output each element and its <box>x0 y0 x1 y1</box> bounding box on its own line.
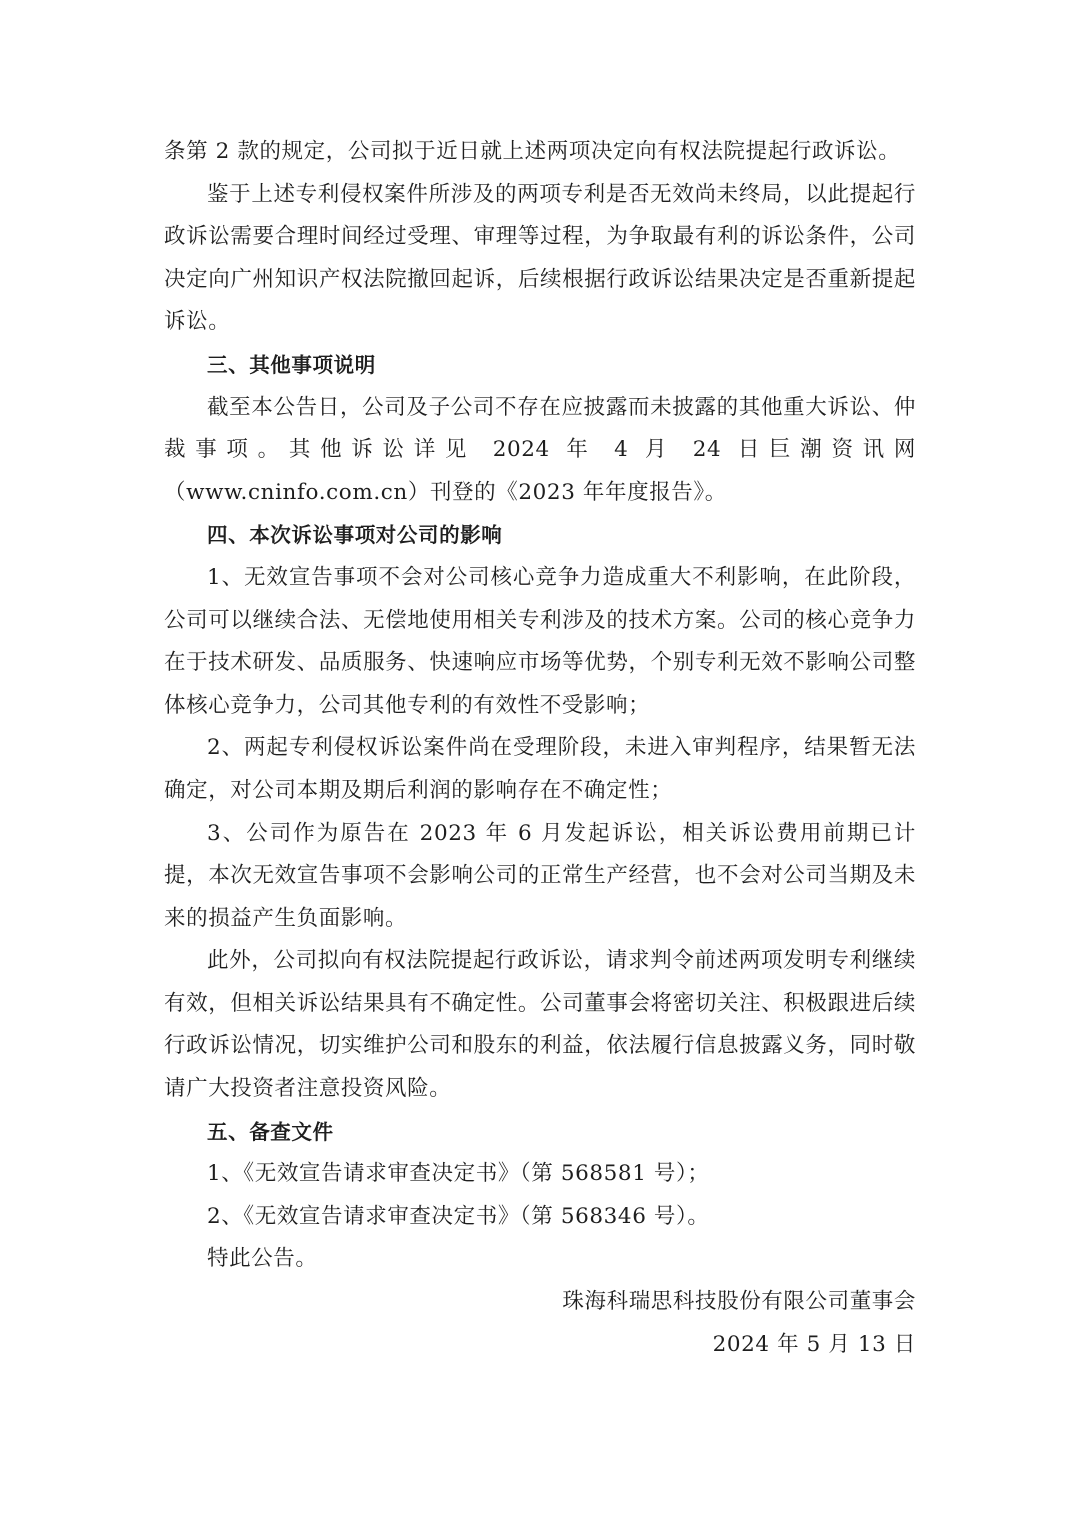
paragraph-impact-2: 2、两起专利侵权诉讼案件尚在受理阶段，未进入审判程序，结果暂无法确定，对公司本期及期后利润的影响存在不确定性； <box>164 735 916 803</box>
signature-date: 2024 年 5 月 13 日 <box>712 1331 916 1357</box>
paragraph-impact-1: 1、无效宣告事项不会对公司核心竞争力造成重大不利影响，在此阶段，公司可以继续合法、无偿地使用相关专利涉及的技术方案。公司的核心竞争力在于技术研发、品质服务、快速响应市场等优势，个别专利无效不影响公司整体核心竞争力，公司其他专利的有效性不受影响； <box>164 564 916 718</box>
document-body <box>164 131 916 1366</box>
paragraph-additional: 此外，公司拟向有权法院提起行政诉讼，请求判令前述两项发明专利继续有效，但相关诉讼结果具有不确定性。公司董事会将密切关注、积极跟进后续行政诉讼情况，切实维护公司和股东的利益，依法履行信息披露义务，同时敬请广大投资者注意投资风险。 <box>164 948 916 1102</box>
paragraph-impact-3: 3、公司作为原告在 2023 年 6 月发起诉讼，相关诉讼费用前期已计提，本次无效宣告事项不会影响公司的正常生产经营，也不会对公司当期及未来的损益产生负面影响。 <box>164 820 916 931</box>
section-heading-reference-documents: 五、备查文件 <box>207 1119 334 1144</box>
reference-document-1: 1、《无效宣告请求审查决定书》（第 568581 号）； <box>207 1161 710 1187</box>
reference-document-2: 2、《无效宣告请求审查决定书》（第 568346 号）。 <box>207 1203 710 1229</box>
section-heading-impact: 四、本次诉讼事项对公司的影响 <box>207 523 503 548</box>
signature-company: 珠海科瑞思科技股份有限公司董事会 <box>562 1289 916 1315</box>
paragraph-withdrawal: 鉴于上述专利侵权案件所涉及的两项专利是否无效尚未终局，以此提起行政诉讼需要合理时间经过受理、审理等过程，为争取最有利的诉讼条件，公司决定向广州知识产权法院撤回起诉，后续根据行政诉讼结果决定是否重新提起诉讼。 <box>164 181 916 335</box>
paragraph-continuation: 条第 2 款的规定，公司拟于近日就上述两项决定向有权法院提起行政诉讼。 <box>164 139 901 164</box>
paragraph-other-litigation: 截至本公告日，公司及子公司不存在应披露而未披露的其他重大诉讼、仲裁事项。其他诉讼详见 2024 年 4 月 24 日巨潮资讯网（www.cninfo.com.cn）刊登的《2023 年年度报告》。 <box>164 394 916 505</box>
section-heading-other-matters: 三、其他事项说明 <box>207 352 376 377</box>
closing-statement: 特此公告。 <box>207 1246 318 1272</box>
